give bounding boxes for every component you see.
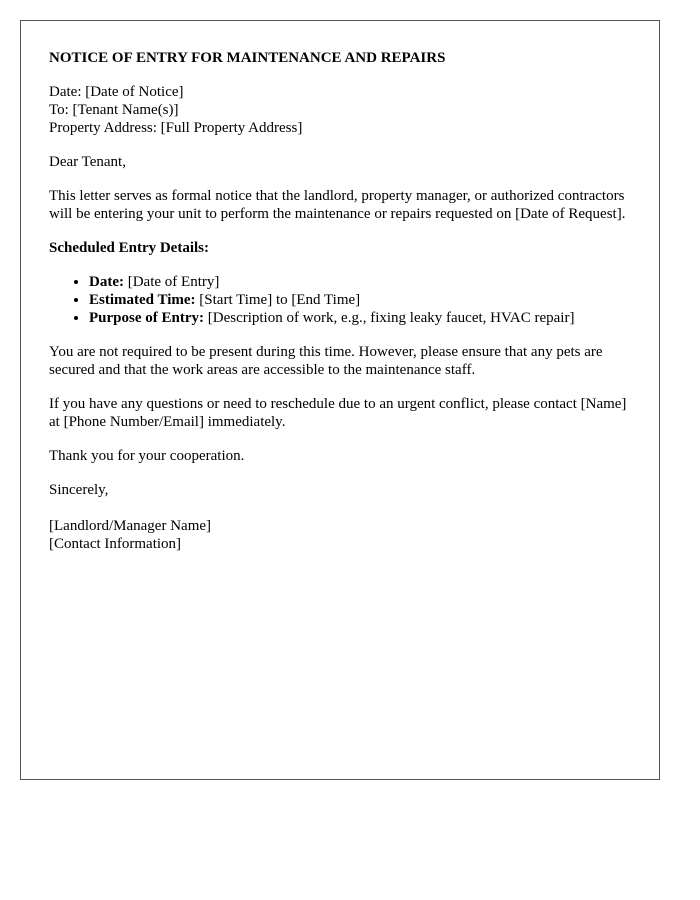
detail-item-time (89, 291, 631, 309)
detail-value: [Description of work, e.g., fixing leaky faucet, HVAC repair] (204, 310, 575, 326)
closing-line: Sincerely, (49, 482, 109, 498)
detail-label: Estimated Time: (89, 292, 196, 308)
intro-paragraph: This letter serves as formal notice that the landlord, property manager, or authorized contractors will be entering your unit to perform the maintenance or repairs requested on [Date of Request]. (49, 188, 626, 222)
signature-block (49, 517, 631, 553)
presence-paragraph: You are not required to be present during this time. However, please ensure that any pets are secured and that the work areas are accessible to the maintenance staff. (49, 344, 603, 378)
detail-item-purpose (89, 309, 631, 327)
detail-item-date (89, 273, 631, 291)
detail-value: [Date of Entry] (123, 274, 220, 290)
salutation: Dear Tenant, (49, 154, 126, 170)
detail-label: Date: (89, 274, 124, 290)
thanks-line: Thank you for your cooperation. (49, 448, 245, 464)
entry-details-list (49, 273, 631, 327)
letter-title: NOTICE OF ENTRY FOR MAINTENANCE AND REPAIRS (49, 50, 446, 66)
signature-name: [Landlord/Manager Name] (49, 518, 212, 534)
contact-paragraph: If you have any questions or need to reschedule due to an urgent conflict, please contact [Name] at [Phone Number/Email] immediately. (49, 396, 627, 430)
letter-page (20, 20, 660, 780)
detail-value: [Start Time] to [End Time] (195, 292, 361, 308)
notice-date: Date: [Date of Notice] (49, 84, 184, 100)
tenant-recipient: To: [Tenant Name(s)] (49, 102, 179, 118)
detail-label: Purpose of Entry: (89, 310, 204, 326)
details-heading: Scheduled Entry Details: (49, 240, 210, 256)
property-address: Property Address: [Full Property Address] (49, 120, 303, 136)
letter-meta (49, 83, 631, 137)
signature-contact: [Contact Information] (49, 536, 182, 552)
